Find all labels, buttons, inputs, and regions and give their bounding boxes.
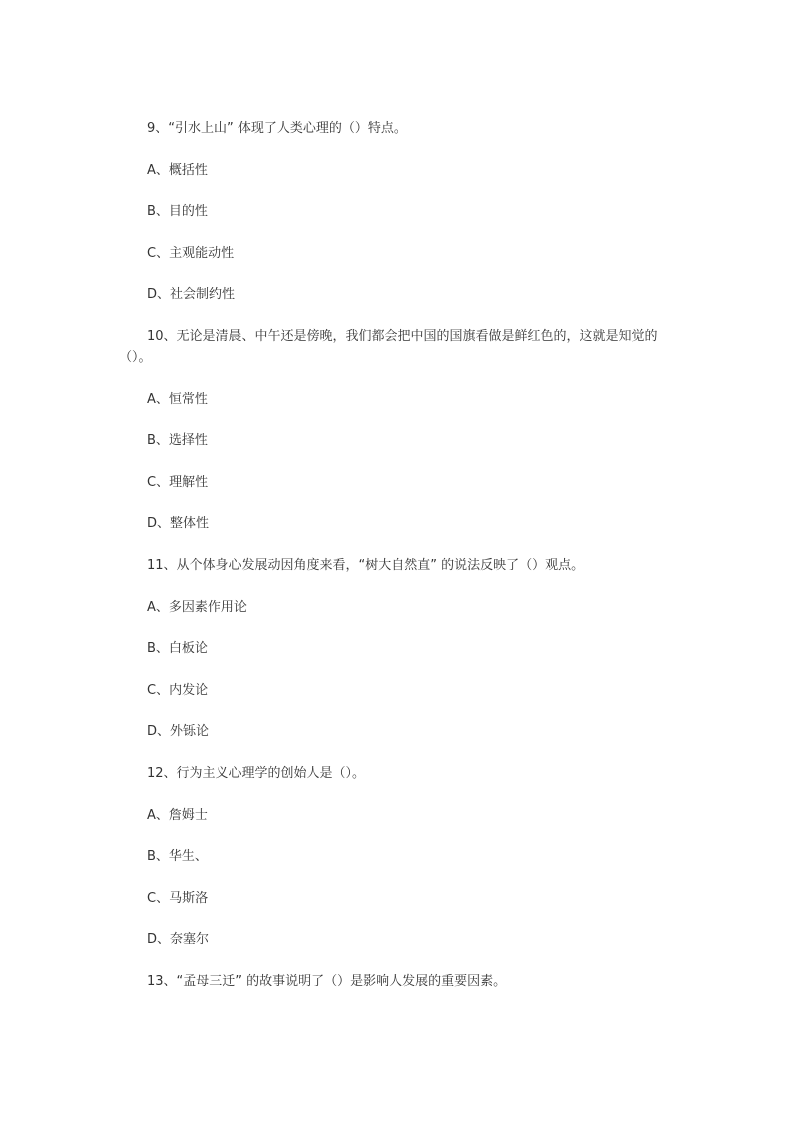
question-9-option-b: B、目的性 <box>147 204 208 220</box>
question-13-stem: 13、“孟母三迁” 的故事说明了（）是影响人发展的重要因素。 <box>147 973 507 989</box>
question-11-option-a: A、多因素作用论 <box>147 599 247 615</box>
question-11-stem: 11、从个体身心发展动因角度来看，“树大自然直” 的说法反映了（）观点。 <box>147 557 585 573</box>
question-12-option-b: B、华生、 <box>147 849 208 865</box>
question-12-option-c: C、马斯洛 <box>147 890 209 906</box>
question-9-stem: 9、“引水上山” 体现了人类心理的（）特点。 <box>147 121 407 136</box>
question-11-option-d: D、外铄论 <box>147 724 210 740</box>
question-10-option-d: D、整体性 <box>147 516 210 532</box>
document-body <box>119 118 679 1012</box>
question-10-option-c: C、理解性 <box>147 474 209 490</box>
question-10-option-a: A、恒常性 <box>147 391 208 407</box>
question-11-option-b: B、白板论 <box>147 641 208 657</box>
question-9-option-a: A、概括性 <box>147 162 208 178</box>
question-9-option-d: D、社会制约性 <box>147 287 236 303</box>
question-9-option-c: C、主观能动性 <box>147 245 235 261</box>
question-12-option-d: D、奈塞尔 <box>147 932 210 948</box>
question-10-option-b: B、选择性 <box>147 433 208 449</box>
question-11-option-c: C、内发论 <box>147 682 209 698</box>
question-12-option-a: A、詹姆士 <box>147 807 208 823</box>
question-10-stem: 10、无论是清晨、中午还是傍晚，我们都会把中国的国旗看做是鲜红色的，这就是知觉的（）。 <box>119 328 658 365</box>
question-12-stem: 12、行为主义心理学的创始人是（）。 <box>147 765 366 781</box>
